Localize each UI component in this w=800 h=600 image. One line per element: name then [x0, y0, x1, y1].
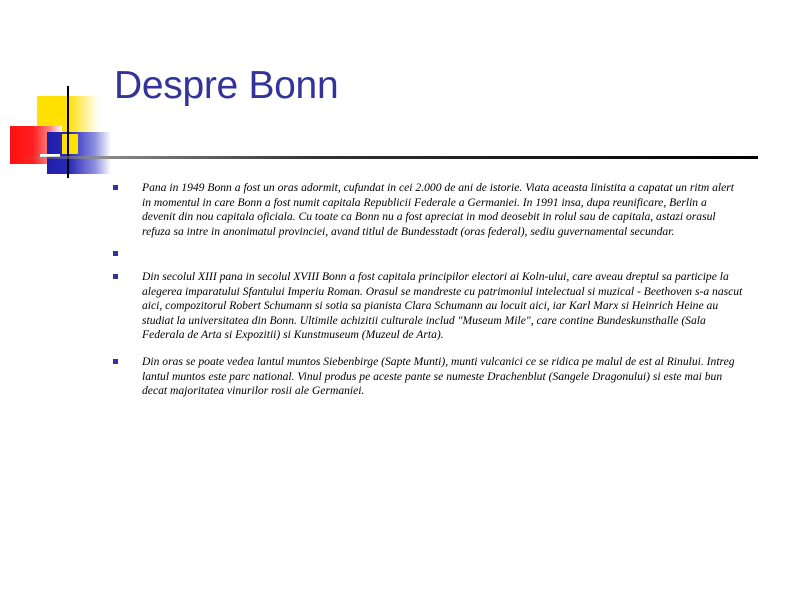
logo-blue-block	[47, 132, 111, 174]
bullet-item	[111, 181, 743, 239]
bullet-text: Din secolul XIII pana in secolul XVIII Bonn a fost capitala principilor electori ai Koln-ului, care aveau dreptul sa participe la alegerea imparatului Sfantului Imperiu Roman. Orasul se mandreste cu patrimoniul intelectual si muzical - Beethoven s-a nascut aici, compozitorul Robert Schumann si sotia sa pianista Clara Schumann au locuit aici, iar Karl Marx si Heinrich Heine au studiat la universitatea din Bonn. Ultimile achizitii culturale includ "Museum Mile", care contine Bundeskunsthalle (Sala Federala de Arta si Expozitii) si Kunstmuseum (Muzeul de Arta).	[142, 269, 743, 342]
square-bullet-icon	[113, 359, 118, 364]
square-bullet-icon	[113, 251, 118, 256]
logo-vertical-line	[67, 86, 69, 178]
bullet-list	[111, 181, 743, 399]
bullet-text: Pana in 1949 Bonn a fost un oras adormit, cufundat in cei 2.000 de ani de istorie. Viata aceasta linistita a capatat un ritm alert in momentul in care Bonn a fost numit capitala Republicii Federale a Germaniei. In 1991 insa, dupa reunificare, Berlin a devenit din nou capitala oficiala. Cu toate ca Bonn nu a fost apreciat in mod deosebit in rolul sau de capitala, astazi orasul refuza sa intre in anonimatul provinciei, avand titlul de Bundesstadt (oras federal), sediu guvernamental secundar.	[142, 181, 734, 238]
square-bullet-icon	[113, 185, 118, 190]
bullet-item	[111, 355, 743, 399]
logo-yellow-small-block	[62, 134, 78, 154]
title-divider-line	[22, 156, 758, 159]
slide-title: Despre Bonn	[114, 64, 339, 107]
bullet-text: Din oras se poate vedea lantul muntos Siebenbirge (Sapte Munti), munti vulcanici ce se ridica pe malul de est al Rinului. Intreg lantul muntos este parc national. Vinul produs pe aceste pante se numeste Drachenblut (Sangele Dragonului) si este mai bun decat majoritatea vinurilor rosii ale Germaniei.	[142, 354, 735, 398]
bullet-item-empty	[111, 247, 743, 262]
square-bullet-icon	[113, 274, 118, 279]
bullet-item	[111, 270, 743, 343]
